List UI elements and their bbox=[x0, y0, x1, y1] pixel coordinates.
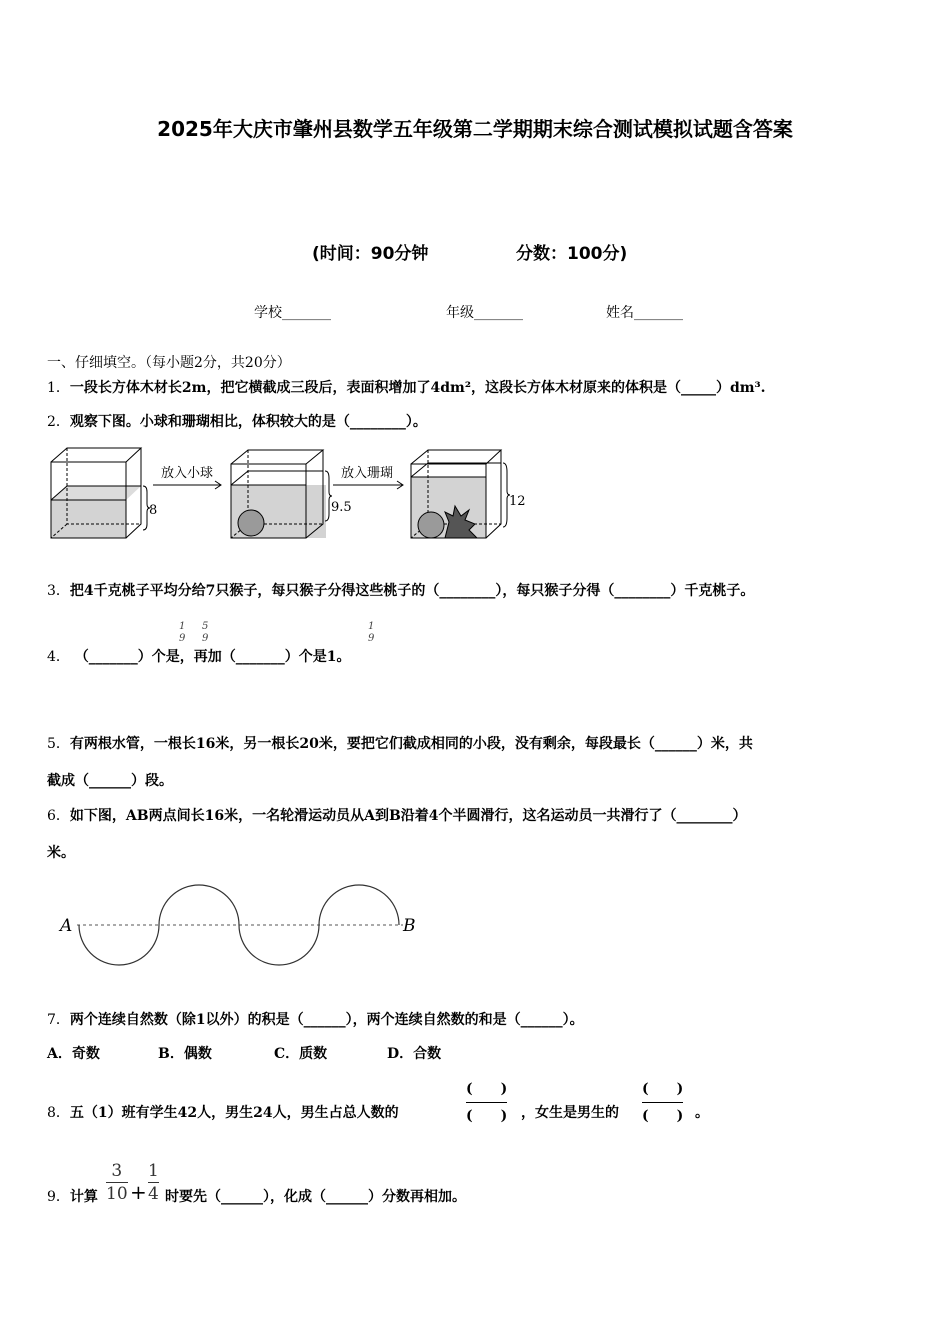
question-5 bbox=[47, 733, 753, 753]
question-6 bbox=[47, 805, 747, 825]
grade-field: 年级_______ bbox=[446, 305, 523, 321]
question-text: ，再加（_______）个 bbox=[179, 649, 313, 665]
question-text: 把4千克桃子平均分给7只猴子，每只猴子分得这些桃子的（________），每只猴子分得（________）千克桃子。 bbox=[69, 583, 755, 599]
question-number: 6． bbox=[47, 808, 70, 824]
fraction-1-4: 1 4 bbox=[148, 1161, 159, 1204]
option-d: D．合数 bbox=[387, 1046, 442, 1062]
point-a-label: A bbox=[60, 916, 73, 936]
exam-score: 分数：100分) bbox=[516, 244, 628, 264]
ball-icon bbox=[238, 510, 264, 536]
question-number: 5． bbox=[47, 736, 70, 752]
point-b-label: B bbox=[403, 916, 416, 936]
question-number: 1． bbox=[47, 380, 70, 396]
option-c: C．质数 bbox=[274, 1046, 328, 1062]
arrow-label-ball: 放入小球 bbox=[160, 466, 214, 481]
question-text: 。 bbox=[695, 1105, 709, 1121]
fraction-blank-1: ( ) ( ) bbox=[466, 1076, 507, 1129]
question-text: ，女生是男生的 bbox=[521, 1105, 619, 1121]
arrow-label-coral: 放入珊瑚 bbox=[340, 466, 394, 481]
question-text: 有两根水管，一根长16米，另一根长20米，要把它们截成相同的小段，没有剩余，每段最长（______）米，共 bbox=[69, 736, 753, 752]
water-fill bbox=[51, 500, 126, 538]
page-title: 2025年大庆市肇州县数学五年级第二学期期末综合测试模拟试题含答案 bbox=[157, 117, 793, 141]
question-4 bbox=[47, 646, 351, 666]
fraction-blank-2: ( ) ( ) bbox=[642, 1076, 683, 1129]
water-tank-figure bbox=[45, 440, 535, 544]
question-number: 7． bbox=[47, 1012, 70, 1028]
option-b: B．偶数 bbox=[158, 1046, 212, 1062]
question-3 bbox=[47, 580, 754, 600]
question-text: 是1。 bbox=[312, 649, 351, 665]
question-text: 计算 bbox=[69, 1189, 98, 1205]
question-text: 观察下图。小球和珊瑚相比，体积较大的是（________）。 bbox=[69, 414, 427, 430]
question-number: 3． bbox=[47, 583, 70, 599]
section-heading: 一、仔细填空。（每小题2分，共20分） bbox=[47, 355, 291, 371]
question-6-cont: 米。 bbox=[47, 845, 75, 861]
fraction-3-10: 3 10 bbox=[106, 1161, 128, 1204]
fraction-1-9: 1 9 bbox=[368, 621, 375, 644]
question-text: 两个连续自然数（除1以外）的积是（______），两个连续自然数的和是（______）。 bbox=[69, 1012, 584, 1028]
question-number: 2． bbox=[47, 414, 70, 430]
question-text: 如下图，AB两点间长16米，一名轮滑运动员从A到B沿着4个半圆滑行，这名运动员一共滑行了（________） bbox=[69, 808, 747, 824]
name-field: 姓名_______ bbox=[606, 305, 683, 321]
question-2 bbox=[47, 411, 427, 431]
question-text: 是 bbox=[165, 649, 180, 665]
question-text: （_______）个 bbox=[74, 649, 166, 665]
exam-time: (时间：90分钟 bbox=[312, 244, 429, 264]
height-label-2: 9.5 bbox=[331, 500, 352, 515]
question-number: 4． bbox=[47, 649, 70, 665]
question-text: 时要先（______），化成（______）分数再相加。 bbox=[165, 1189, 466, 1205]
question-9 bbox=[47, 1186, 98, 1206]
school-field: 学校_______ bbox=[254, 305, 331, 321]
question-number: 8． bbox=[47, 1105, 70, 1121]
ball-icon bbox=[418, 512, 444, 538]
question-text: 一段长方体木材长2m，把它横截成三段后，表面积增加了4dm²，这段长方体木材原来的体积是（_____）dm³. bbox=[69, 380, 766, 396]
plus-sign: + bbox=[130, 1180, 147, 1204]
semicircle-path-figure bbox=[55, 878, 435, 973]
height-label-1: 8 bbox=[149, 503, 158, 518]
option-a: A．奇数 bbox=[47, 1046, 100, 1062]
question-text: 五（1）班有学生42人，男生24人，男生占总人数的 bbox=[69, 1105, 399, 1121]
height-label-3: 12 bbox=[509, 494, 526, 509]
question-8 bbox=[47, 1102, 399, 1122]
fraction-5-9: 5 9 bbox=[202, 621, 209, 644]
question-5-cont: 截成（______）段。 bbox=[47, 773, 173, 789]
question-1 bbox=[47, 377, 766, 397]
question-7 bbox=[47, 1009, 584, 1029]
fraction-1-9: 1 9 bbox=[179, 621, 186, 644]
question-number: 9． bbox=[47, 1189, 70, 1205]
